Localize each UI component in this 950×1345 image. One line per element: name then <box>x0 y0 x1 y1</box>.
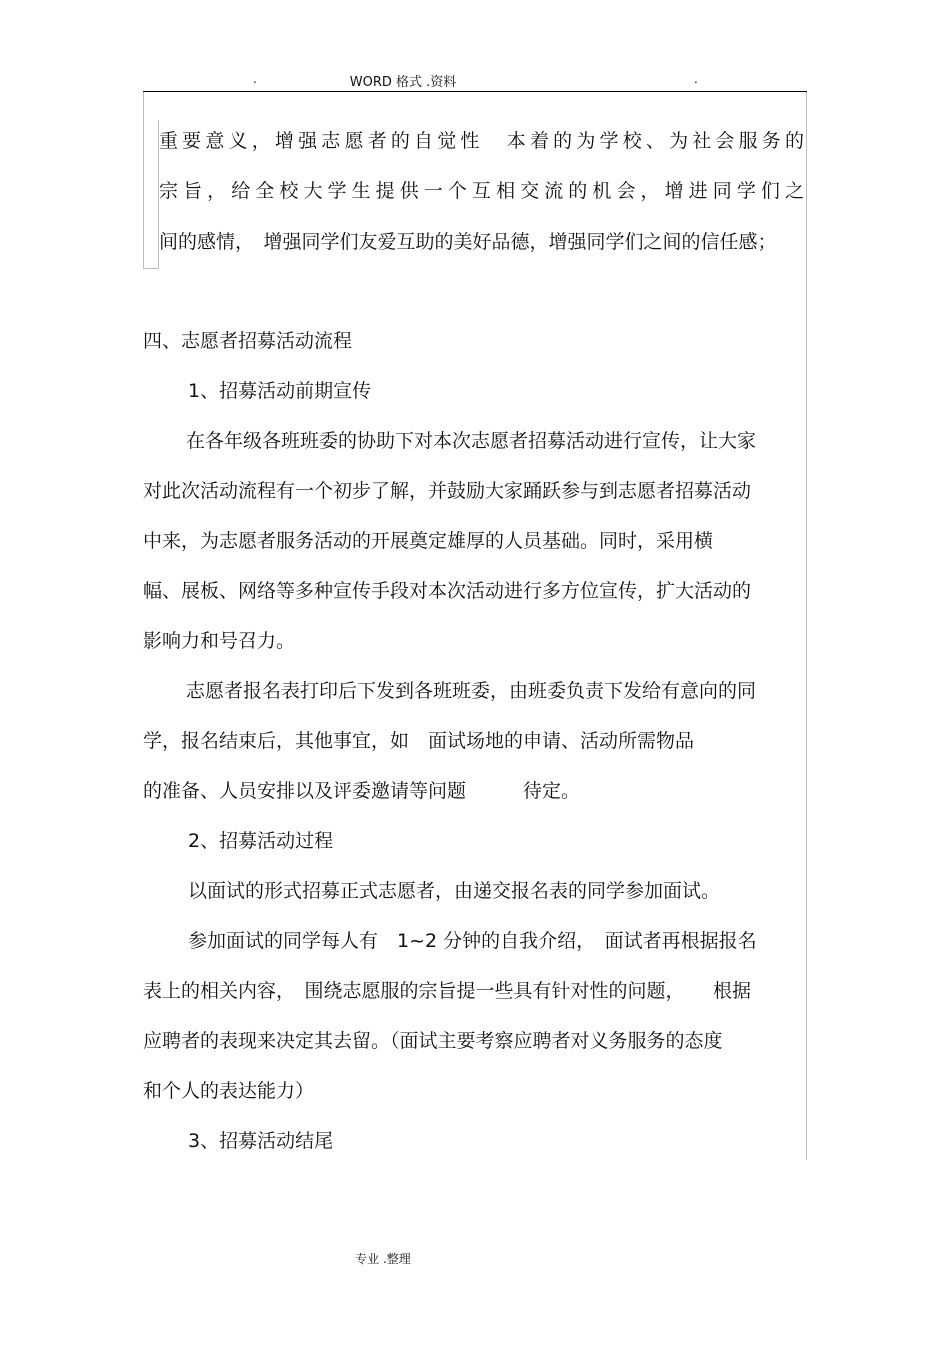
body-line: 的准备、人员安排以及评委邀请等问题 待定。 <box>143 780 581 802</box>
frame-border-left <box>143 92 144 268</box>
body-line: 重要意义，增强志愿者的自觉性 本着的为学校、为社会服务的 <box>159 130 804 152</box>
body-line: 表上的相关内容， 围绕志愿服的宗旨提一些具有针对性的问题， 根据 <box>143 980 752 1002</box>
body-line: 幅、展板、网络等多种宣传手段对本次活动进行多方位宣传，扩大活动的 <box>143 580 752 602</box>
frame-border-notch <box>143 268 159 269</box>
subsection-heading: 3、招募活动结尾 <box>188 1130 334 1152</box>
body-line: 学，报名结束后，其他事宜，如 面试场地的申请、活动所需物品 <box>143 730 695 752</box>
body-line: 对此次活动流程有一个初步了解，并鼓励大家踊跃参与到志愿者招募活动 <box>143 480 752 502</box>
body-line: 和个人的表达能力） <box>143 1080 315 1102</box>
body-line: 应聘者的表现来决定其去留。（面试主要考察应聘者对义务服务的态度 <box>143 1030 723 1052</box>
page-footer: 专业 .整理 <box>355 1252 411 1266</box>
subsection-heading: 1、招募活动前期宣传 <box>188 380 372 402</box>
body-line: 影响力和号召力。 <box>143 630 296 652</box>
header-rule <box>143 91 807 92</box>
body-line: 以面试的形式招募正式志愿者，由递交报名表的同学参加面试。 <box>188 880 721 902</box>
body-line: 间的感情， 增强同学们友爱互助的美好品德，增强同学们之间的信任感； <box>159 231 777 253</box>
header-title: WORD 格式 .资料 <box>349 75 457 90</box>
section-heading: 四、志愿者招募活动流程 <box>143 330 353 352</box>
header-left-dot: . <box>253 72 257 86</box>
body-line: 宗旨，给全校大学生提供一个互相交流的机会，增进同学们之 <box>159 180 804 202</box>
frame-border-right <box>806 92 807 1160</box>
body-line: 参加面试的同学每人有 1~2 分钟的自我介绍， 面试者再根据报名 <box>188 930 757 952</box>
header-right-dot: . <box>694 72 698 86</box>
subsection-heading: 2、招募活动过程 <box>188 830 334 852</box>
body-line: 在各年级各班班委的协助下对本次志愿者招募活动进行宣传，让大家 <box>186 430 757 452</box>
body-line: 志愿者报名表打印后下发到各班班委，由班委负责下发给有意向的同 <box>186 680 757 702</box>
page-header <box>143 66 807 90</box>
body-line: 中来，为志愿者服务活动的开展奠定雄厚的人员基础。同时，采用横 <box>143 530 714 552</box>
